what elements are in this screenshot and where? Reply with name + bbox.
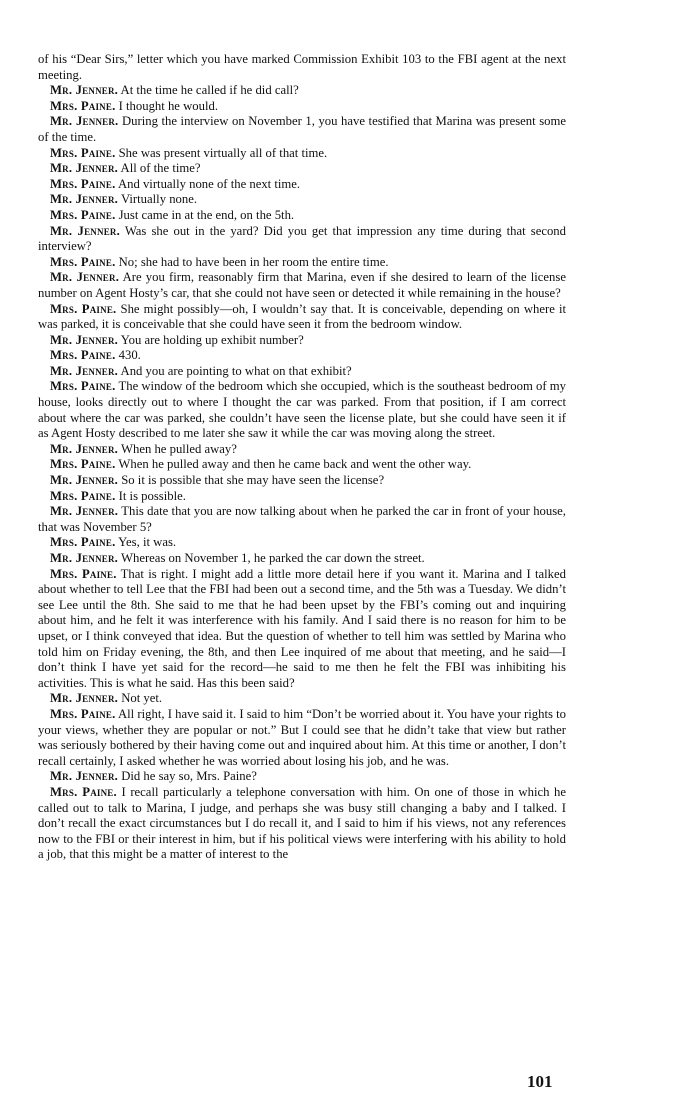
testimony-text: She was present virtually all of that time. bbox=[118, 145, 328, 160]
testimony-text: She might possibly—oh, I wouldn’t say that. It is conceivable, depending on where it was parked, it is conceivable that she could have seen it from the bedroom window. bbox=[38, 301, 567, 332]
testimony-text: The window of the bedroom which she occupied, which is the southeast bedroom of my house, looks directly out to where I thought the car was parked. From that position, if I am correct about where the car was parked, she couldn’t have seen the license plate, but she could have seen it if as Agent Hosty described to me later she saw it while the car was moving along the street. bbox=[38, 379, 567, 441]
speaker-label: Mr. Jenner. bbox=[50, 769, 119, 784]
testimony-text: Virtually none. bbox=[121, 192, 198, 207]
transcript-paragraph bbox=[38, 177, 566, 193]
testimony-text: All of the time? bbox=[120, 161, 201, 176]
testimony-text: When he pulled away? bbox=[121, 441, 237, 456]
speaker-label: Mrs. Paine. bbox=[50, 566, 117, 581]
testimony-text: of his “Dear Sirs,” letter which you have marked Commission Exhibit 103 to the FBI agent at the next meeting. bbox=[38, 52, 566, 82]
testimony-text: It is possible. bbox=[118, 488, 186, 503]
testimony-text: I recall particularly a telephone conversation with him. On one of those in which he called out to talk to Marina, I judge, and perhaps she was busy still changing a baby and I talked. I don’t recall the exact circumstances but I do recall it, and I said to him if his views, not any references now to the FBI or their interest in him, but if his political views were interfering with his ability to hold a job, that this might be a matter of interest to the bbox=[38, 784, 567, 862]
speaker-label: Mr. Jenner. bbox=[50, 114, 119, 129]
transcript-paragraph bbox=[38, 192, 566, 208]
transcript-paragraph bbox=[38, 224, 566, 255]
testimony-text: And virtually none of the next time. bbox=[117, 176, 301, 191]
speaker-label: Mrs. Paine. bbox=[50, 784, 117, 799]
page-number: 101 bbox=[527, 1072, 553, 1091]
transcript-paragraph bbox=[38, 457, 566, 473]
speaker-label: Mrs. Paine. bbox=[50, 301, 117, 316]
speaker-label: Mr. Jenner. bbox=[50, 270, 120, 285]
transcript-paragraph bbox=[38, 551, 566, 567]
speaker-label: Mr. Jenner. bbox=[50, 473, 119, 488]
speaker-label: Mrs. Paine. bbox=[50, 145, 116, 160]
testimony-text: No; she had to have been in her room the entire time. bbox=[118, 254, 389, 269]
speaker-label: Mrs. Paine. bbox=[50, 379, 116, 394]
testimony-text: Just came in at the end, on the 5th. bbox=[118, 207, 295, 222]
speaker-label: Mrs. Paine. bbox=[50, 488, 116, 503]
speaker-label: Mr. Jenner. bbox=[50, 332, 119, 347]
speaker-label: Mrs. Paine. bbox=[50, 98, 116, 113]
testimony-text: This date that you are now talking about when he parked the car in front of your house, that was November 5? bbox=[38, 504, 566, 534]
speaker-label: Mr. Jenner. bbox=[50, 441, 119, 456]
speaker-label: Mr. Jenner. bbox=[50, 223, 120, 238]
speaker-label: Mr. Jenner. bbox=[50, 551, 119, 565]
transcript-paragraph bbox=[38, 489, 566, 505]
transcript-paragraph bbox=[38, 52, 566, 83]
transcript-paragraph bbox=[38, 707, 566, 769]
transcript-paragraph bbox=[38, 333, 566, 349]
speaker-label: Mrs. Paine. bbox=[50, 176, 116, 191]
transcript-paragraph bbox=[38, 769, 566, 785]
testimony-text: Not yet. bbox=[121, 691, 163, 706]
speaker-label: Mrs. Paine. bbox=[50, 207, 116, 222]
testimony-text: Did he say so, Mrs. Paine? bbox=[121, 769, 257, 784]
testimony-text: I thought he would. bbox=[118, 98, 219, 113]
transcript-paragraph bbox=[38, 364, 566, 380]
transcript-paragraph bbox=[38, 691, 566, 707]
transcript-paragraph bbox=[38, 535, 566, 551]
speaker-label: Mrs. Paine. bbox=[50, 254, 116, 269]
transcript-paragraph bbox=[38, 379, 566, 441]
transcript-paragraph bbox=[38, 302, 566, 333]
speaker-label: Mrs. Paine. bbox=[50, 348, 116, 363]
transcript-paragraph bbox=[38, 99, 566, 115]
speaker-label: Mr. Jenner. bbox=[50, 504, 119, 519]
transcript-paragraph bbox=[38, 348, 566, 364]
transcript-paragraph bbox=[38, 442, 566, 458]
speaker-label: Mr. Jenner. bbox=[50, 83, 119, 98]
testimony-text: Whereas on November 1, he parked the car down the street. bbox=[121, 551, 425, 565]
transcript-paragraph bbox=[38, 114, 566, 145]
transcript-paragraph bbox=[38, 255, 566, 271]
transcript-paragraph bbox=[38, 146, 566, 162]
transcript-paragraph bbox=[38, 785, 566, 863]
transcript-paragraph bbox=[38, 567, 566, 692]
speaker-label: Mr. Jenner. bbox=[50, 192, 119, 207]
speaker-label: Mrs. Paine. bbox=[50, 706, 116, 721]
speaker-label: Mr. Jenner. bbox=[50, 691, 119, 706]
testimony-text: All right, I have said it. I said to him “Don’t be worried about it. You have your rights to your views, whether they are popular or not.” But I could see that he didn’t take that view but rather was seriously bothered by their having come out and inquired about him. At this time or another, I don’t recall certainly, I asked whether he was worried about losing his job, and he was. bbox=[38, 706, 566, 768]
transcript-paragraph bbox=[38, 161, 566, 177]
testimony-text: That is right. I might add a little more detail here if you want it. Marina and I talked about whether to tell Lee that the FBI had been out a second time, and the 5th was a Tuesday. We didn’t see Lee until the 8th. She said to me that he had been upset by the FBI’s coming out and inquiring about him, and he felt it was interference with his family. And I said there is no reason for him to be upset, or I think conveyed that idea. But the question of whether to tell him was settled by Marina who told him on Friday evening, the 8th, and then Lee inquired of me about that meeting, and he said—I don’t think I have yet said for the record—he said to me then he felt the FBI was inhibiting his activities. This is what he said. Has this been said? bbox=[38, 566, 566, 690]
speaker-label: Mr. Jenner. bbox=[50, 363, 119, 378]
speaker-label: Mrs. Paine. bbox=[50, 535, 116, 550]
testimony-text: During the interview on November 1, you have testified that Marina was present some of the time. bbox=[38, 114, 567, 144]
transcript-page bbox=[38, 52, 566, 863]
transcript-paragraph bbox=[38, 504, 566, 535]
testimony-text: Was she out in the yard? Did you get that impression any time during that second interview? bbox=[38, 223, 566, 254]
transcript-paragraph bbox=[38, 270, 566, 301]
testimony-text: And you are pointing to what on that exhibit? bbox=[120, 363, 352, 378]
transcript-paragraph bbox=[38, 83, 566, 99]
speaker-label: Mrs. Paine. bbox=[50, 457, 116, 472]
transcript-paragraph bbox=[38, 208, 566, 224]
speaker-label: Mr. Jenner. bbox=[50, 161, 119, 176]
testimony-text: So it is possible that she may have seen the license? bbox=[121, 473, 385, 488]
testimony-text: You are holding up exhibit number? bbox=[120, 332, 304, 347]
transcript-paragraph bbox=[38, 473, 566, 489]
testimony-text: 430. bbox=[118, 348, 141, 363]
testimony-text: At the time he called if he did call? bbox=[120, 83, 299, 98]
testimony-text: When he pulled away and then he came back and went the other way. bbox=[118, 457, 472, 472]
testimony-text: Yes, it was. bbox=[118, 535, 177, 550]
testimony-text: Are you firm, reasonably firm that Marina, even if she desired to learn of the license number on Agent Hosty’s car, that she could not have seen or detected it while remaining in the house? bbox=[38, 270, 566, 300]
